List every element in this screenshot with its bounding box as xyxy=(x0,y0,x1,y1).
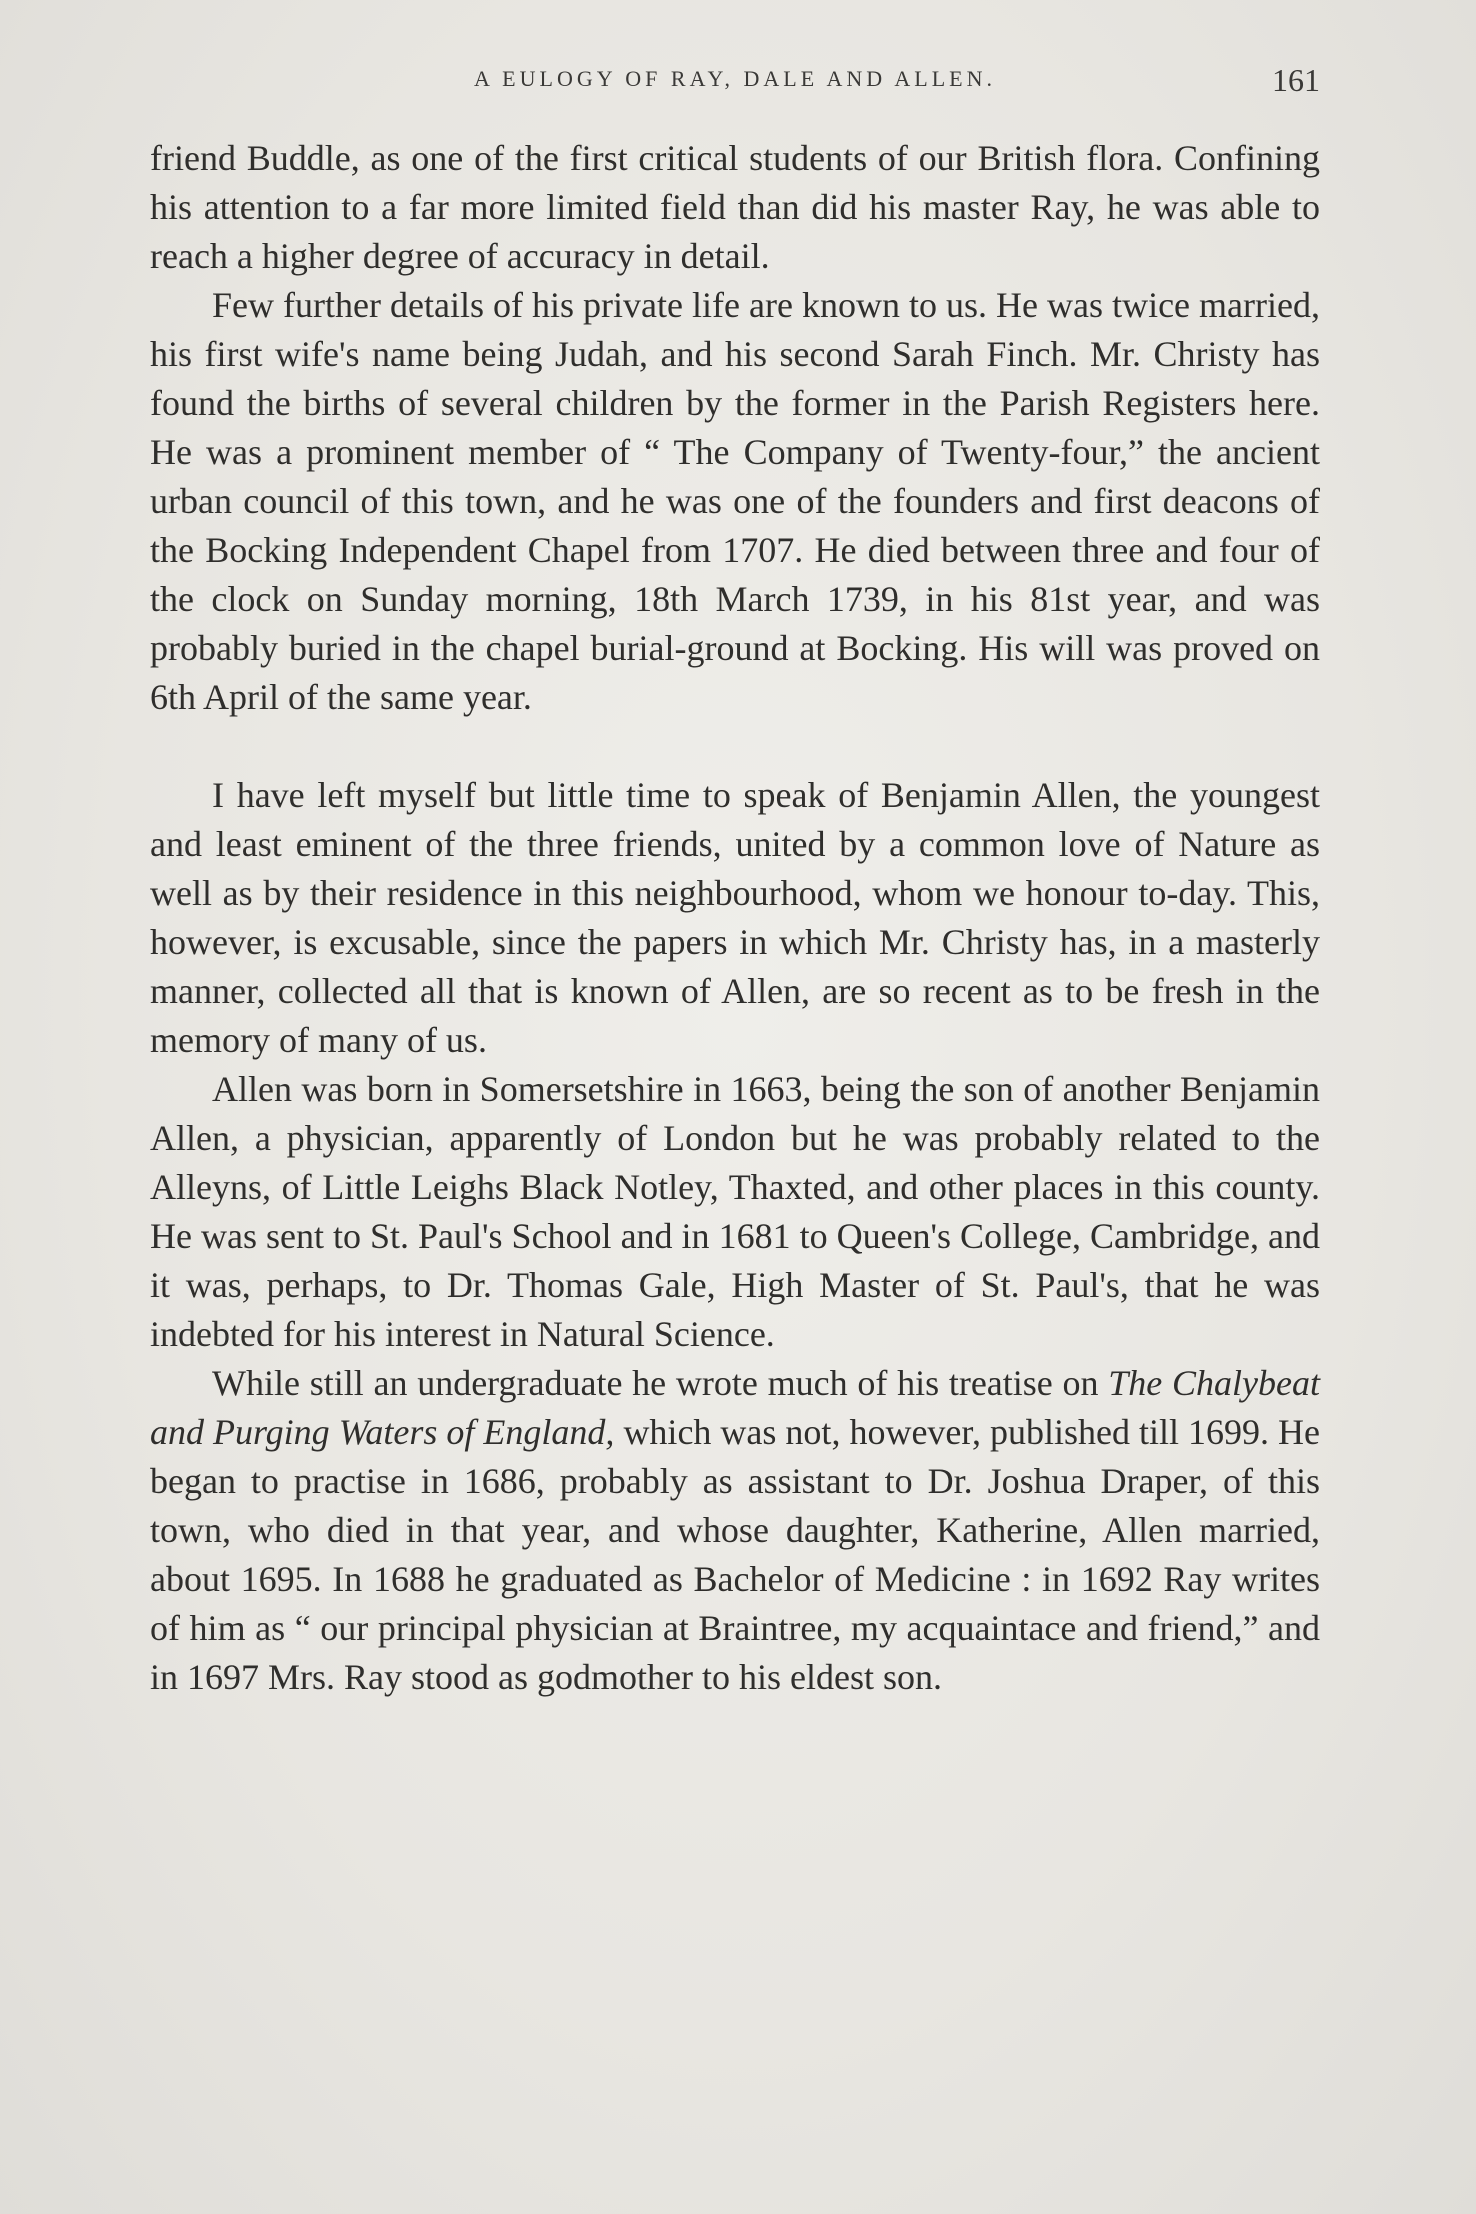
page-number: 161 xyxy=(1272,62,1320,98)
treatise-title: The Chalybeat and Purging Waters of England, xyxy=(150,1363,1320,1452)
paragraph-continuation: friend Buddle, as one of the first critical students of our British flora. Confining his attention to a far more limited field than did his master Ray, he was able to reach a higher degree of accuracy in detail. xyxy=(150,138,1320,276)
running-title: A EULOGY OF RAY, DALE AND ALLEN. xyxy=(474,66,996,91)
treatise-text-after: which was not, however, published till 1699. He began to practise in 1686, probably as assistant to Dr. Joshua Draper, of this town, who died in that year, and whose daughter, Katherine, Allen married, about 1695. In 1688 he graduated as Bachelor of Medicine : in 1692 Ray writes of him as “ our principal physician at Braintree, my acquaintace and friend,” and in 1697 Mrs. Ray stood as godmother to his eldest son. xyxy=(150,1412,1321,1697)
treatise-text-before: While still an undergraduate he wrote much of his treatise on xyxy=(212,1363,1109,1403)
paragraph-allen-treatise xyxy=(150,1359,1320,1702)
paragraph-dale-private-life: Few further details of his private life are known to us. He was twice married, his first wife's name being Judah, and his second Sarah Finch. Mr. Christy has found the births of several children by the former in the Parish Registers here. He was a prominent member of “ The Company of Twenty-four,” the ancient urban council of this town, and he was one of the founders and first deacons of the Bocking Independent Chapel from 1707. He died between three and four of the clock on Sunday morning, 18th March 1739, in his 81st year, and was probably buried in the chapel burial-ground at Bocking. His will was proved on 6th April of the same year. xyxy=(150,285,1320,717)
body-text xyxy=(150,134,1320,1702)
running-head xyxy=(150,62,1320,102)
paragraph-allen-intro: I have left myself but little time to speak of Benjamin Allen, the youngest and least eminent of the three friends, united by a common love of Nature as well as by their residence in this neighbourhood, whom we honour to-day. This, however, is excusable, since the papers in which Mr. Christy has, in a masterly manner, collected all that is known of Allen, are so recent as to be fresh in the memory of many of us. xyxy=(150,775,1320,1060)
paragraph-allen-birth: Allen was born in Somersetshire in 1663, being the son of another Benjamin Allen, a physician, apparently of London but he was probably related to the Alleyns, of Little Leighs Black Notley, Thaxted, and other places in this county. He was sent to St. Paul's School and in 1681 to Queen's College, Cambridge, and it was, perhaps, to Dr. Thomas Gale, High Master of St. Paul's, that he was indebted for his interest in Natural Science. xyxy=(150,1069,1320,1354)
